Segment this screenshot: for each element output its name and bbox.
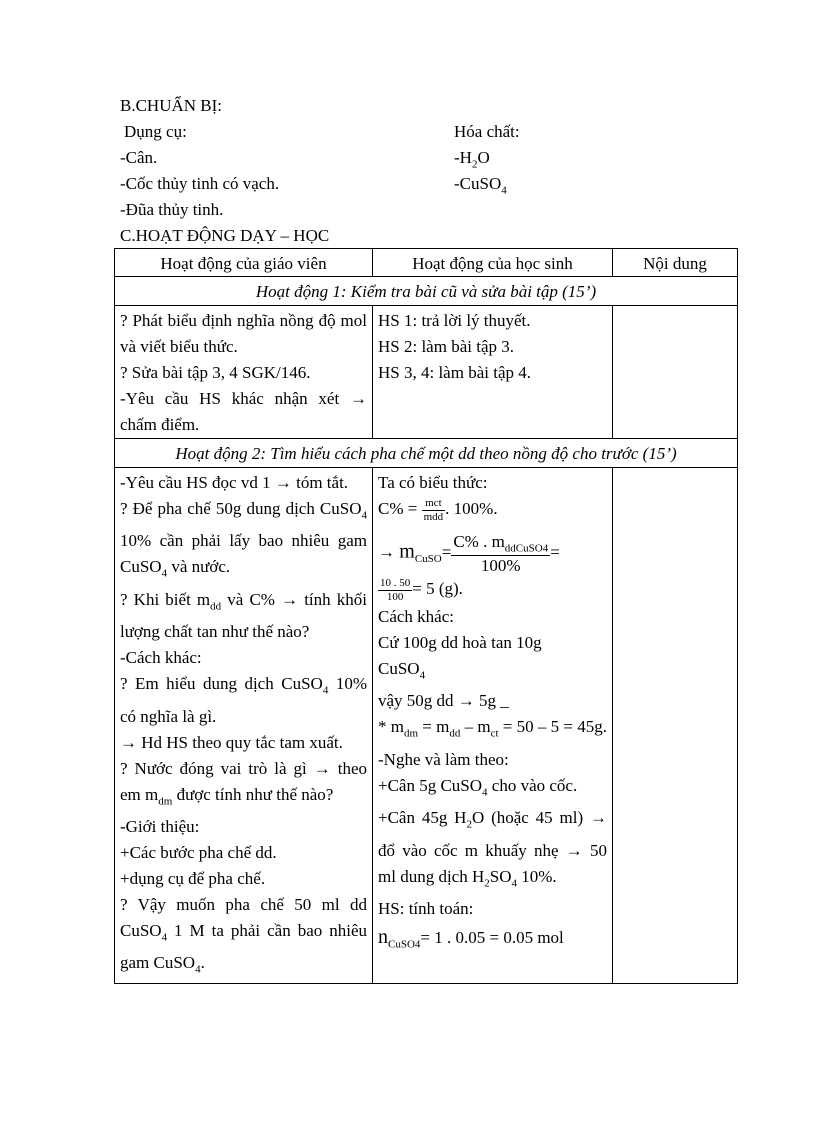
list-item: * $m_{dm} = m_{dd} - m_{ct} = 50 - 5 = 45g$. bbox=[378, 717, 607, 740]
tool-item: -Đũa thủy tinh. bbox=[120, 200, 224, 219]
lesson-table bbox=[114, 248, 738, 984]
prep-heading: B.CHUẨN BỊ: bbox=[120, 96, 223, 115]
activity-1-student bbox=[373, 306, 613, 439]
list-item: ? Vậy muốn pha chế 50 ml dd CuSO$_4$ 1 M ta phải cần bao nhiêu gam CuSO$_4$. bbox=[120, 894, 367, 976]
list-item: ? Khi biết $m_{dd}$ và C% → tính khối lượng chất tan như thế nào? bbox=[120, 589, 368, 642]
list-item: +Cân 5g CuSO$_4$ cho vào cốc. bbox=[378, 775, 578, 799]
list-item: HS 1: trả lời lý thuyết. bbox=[378, 311, 531, 330]
list-item: ? Sửa bài tập 3, 4 SGK/146. bbox=[120, 363, 311, 382]
header-content: Nội dung bbox=[613, 249, 738, 277]
activity-2-content bbox=[613, 468, 738, 984]
activity-2-student bbox=[373, 468, 613, 984]
formula-result: $\frac{10 . 50}{100}$ = 5 (g). bbox=[380, 576, 463, 603]
activity-2-title: Hoạt động 2: Tìm hiểu cách pha chế một dd theo nồng độ cho trước (15’) bbox=[115, 439, 738, 468]
formula-mass: → $m_{CuSO}=$ $\frac{C\% . m_{ddCuSO4}}{100\%}$ = bbox=[378, 531, 560, 575]
tool-item: -Cốc thủy tinh có vạch. bbox=[120, 174, 280, 193]
list-item: +Cân 45g $H_2O$ (hoặc 45 ml) → đổ vào cốc m khuấy nhẹ → 50 ml dung dịch $H_2SO_4$ 10%. bbox=[378, 808, 607, 889]
list-item: HS: tính toán: bbox=[378, 898, 474, 918]
list-item: ? Em hiểu dung dịch CuSO$_4$ 10% có nghĩa là gì. bbox=[120, 674, 367, 726]
activity-1-teacher bbox=[115, 306, 373, 439]
list-item: -Cách khác: bbox=[120, 648, 202, 668]
list-item: ? Để pha chế 50g dung dịch CuSO$_4$ 10% cần phải lấy bao nhiêu gam CuSO$_4$ và nước. bbox=[120, 499, 367, 580]
tool-item: -Cân. bbox=[120, 148, 158, 167]
list-item: -Nghe và làm theo: bbox=[378, 749, 509, 769]
list-item: Cách khác: bbox=[378, 606, 454, 626]
header-teacher: Hoạt động của giáo viên bbox=[115, 249, 373, 277]
list-item: +dụng cụ để pha chế. bbox=[120, 868, 266, 888]
tools-label: Dụng cụ: bbox=[124, 122, 187, 141]
activities-heading: C.HOẠT ĐỘNG DẠY – HỌC bbox=[120, 226, 330, 245]
list-item: vậy 50g dd → 5g _ bbox=[378, 691, 509, 711]
formula-concentration: C% = $\frac{\text{mct}}{\text{mdd}}$ . 100%. bbox=[378, 496, 498, 523]
activity-1-content bbox=[613, 306, 738, 439]
list-item: HS 3, 4: làm bài tập 4. bbox=[378, 363, 531, 382]
list-item: ? Phát biểu định nghĩa nồng độ mol và viết biểu thức. bbox=[120, 311, 367, 356]
activity-1-title-row bbox=[115, 277, 738, 306]
activity-1-row bbox=[115, 306, 738, 439]
list-item: -Yêu cầu HS đọc vd 1 → tóm tắt. bbox=[120, 473, 349, 492]
chem-cuso4: -CuSO$_4$ bbox=[454, 174, 507, 197]
list-item: ? Nước đóng vai trò là gì → theo em $m_{dm}$ được tính như thế nào? bbox=[120, 758, 367, 807]
activity-2-row bbox=[115, 468, 738, 984]
activity-1-title: Hoạt động 1: Kiểm tra bài cũ và sửa bài tập (15’) bbox=[115, 277, 738, 306]
table-header-row bbox=[115, 249, 738, 277]
list-item: -Yêu cầu HS khác nhận xét → chấm điểm. bbox=[120, 389, 367, 434]
chem-label: Hóa chất: bbox=[454, 122, 520, 141]
list-item: Cứ 100g dd hoà tan 10g bbox=[378, 632, 542, 652]
list-item: -Giới thiệu: bbox=[120, 816, 200, 836]
list-item: HS 2: làm bài tập 3. bbox=[378, 337, 514, 356]
formula-moles: $n_{CuSO4}= 1$ . 0.05 = 0.05 mol bbox=[378, 925, 564, 951]
activity-2-title-row bbox=[115, 439, 738, 468]
list-item: → Hd HS theo quy tắc tam xuất. bbox=[120, 732, 343, 752]
chem-h2o: $-H_2O$ bbox=[454, 148, 490, 171]
list-item: CuSO$_4$ bbox=[378, 658, 426, 682]
list-item: +Các bước pha chế dd. bbox=[120, 842, 277, 862]
list-item: Ta có biểu thức: bbox=[378, 473, 488, 492]
activity-2-teacher bbox=[115, 468, 373, 984]
header-student: Hoạt động của học sinh bbox=[373, 249, 613, 277]
